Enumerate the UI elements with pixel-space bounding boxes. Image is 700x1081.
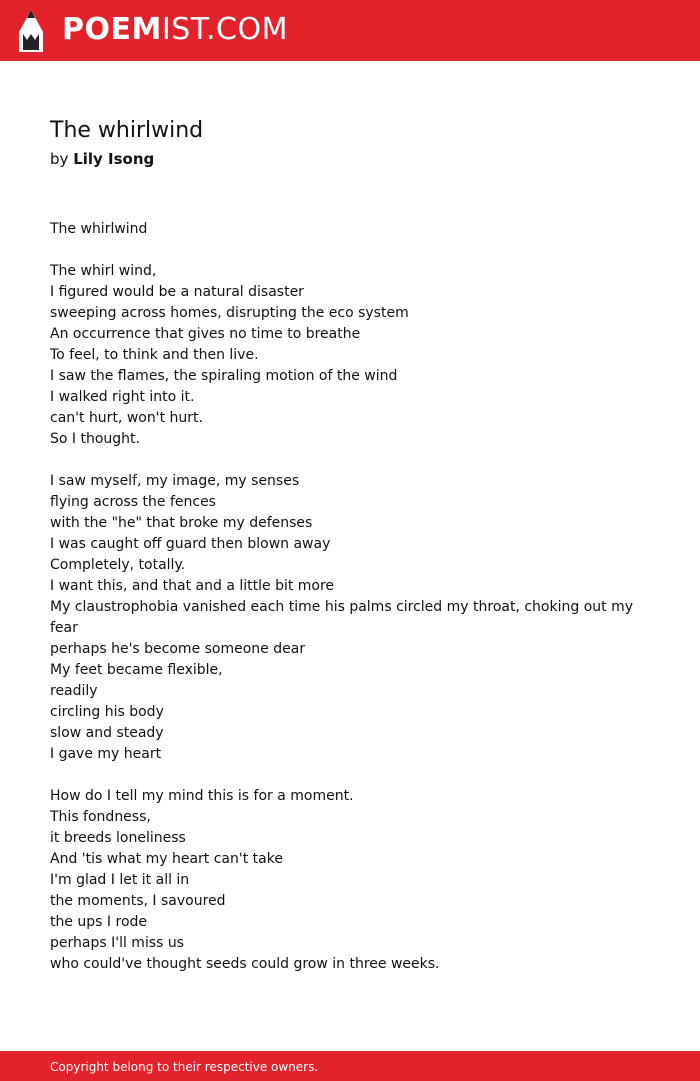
poem-line: I figured would be a natural disaster <box>50 284 304 300</box>
poem-stanza-break <box>50 450 660 471</box>
poem-line: can't hurt, won't hurt. <box>50 410 203 426</box>
poem-line: And 'tis what my heart can't take <box>50 851 283 867</box>
poem-line: I gave my heart <box>50 746 162 762</box>
poem-line: Completely, totally. <box>50 557 186 573</box>
poem-line: An occurrence that gives no time to breathe <box>50 326 361 342</box>
logo-wordmark-light: IST.COM <box>161 12 288 47</box>
poem-line: I was caught off guard then blown away <box>50 536 331 552</box>
poem-line: My feet became flexible, <box>50 662 223 678</box>
poem-line: To feel, to think and then live. <box>50 347 259 363</box>
poem-line: The whirl wind, <box>50 263 157 279</box>
poem-line: How do I tell my mind this is for a moment. <box>50 788 354 804</box>
poem-line: I walked right into it. <box>50 389 195 405</box>
poem-byline <box>50 149 154 169</box>
poem-line: I want this, and that and a little bit more <box>50 578 335 594</box>
poem-line: it breeds loneliness <box>50 830 186 846</box>
site-footer <box>0 1051 700 1081</box>
poem-line: perhaps I'll miss us <box>50 935 185 951</box>
site-logo-wordmark[interactable] <box>62 11 288 49</box>
poem-stanza-break <box>50 765 660 786</box>
poem-body <box>50 219 660 975</box>
poem-line: who could've thought seeds could grow in three weeks. <box>50 956 440 972</box>
poem-line: This fondness, <box>50 809 151 825</box>
pencil-tip-icon[interactable] <box>18 10 44 52</box>
poem-line: The whirlwind <box>50 221 148 237</box>
poem-title: The whirlwind <box>50 118 204 143</box>
poem-line: I'm glad I let it all in <box>50 872 190 888</box>
poem-line: I saw the flames, the spiraling motion of the wind <box>50 368 398 384</box>
poem-line: I saw myself, my image, my senses <box>50 473 300 489</box>
poem-line: So I thought. <box>50 431 140 447</box>
poem-line: My claustrophobia vanished each time his palms circled my throat, choking out my fear <box>50 599 633 636</box>
poem-line: readily <box>50 683 98 699</box>
poem-line: with the "he" that broke my defenses <box>50 515 313 531</box>
poem-line: flying across the fences <box>50 494 216 510</box>
poem-line: slow and steady <box>50 725 164 741</box>
poem-line: perhaps he's become someone dear <box>50 641 306 657</box>
footer-copyright: Copyright belong to their respective owners. <box>50 1060 319 1074</box>
poem-stanza-break <box>50 240 660 261</box>
site-header <box>0 0 700 61</box>
poem-line: circling his body <box>50 704 164 720</box>
poem-line: the moments, I savoured <box>50 893 226 909</box>
logo-wordmark-bold: POEM <box>62 12 162 47</box>
poem-line: sweeping across homes, disrupting the eco system <box>50 305 409 321</box>
byline-label: by <box>50 150 69 168</box>
poem-author: Lily Isong <box>73 150 155 168</box>
poem-line: the ups I rode <box>50 914 148 930</box>
